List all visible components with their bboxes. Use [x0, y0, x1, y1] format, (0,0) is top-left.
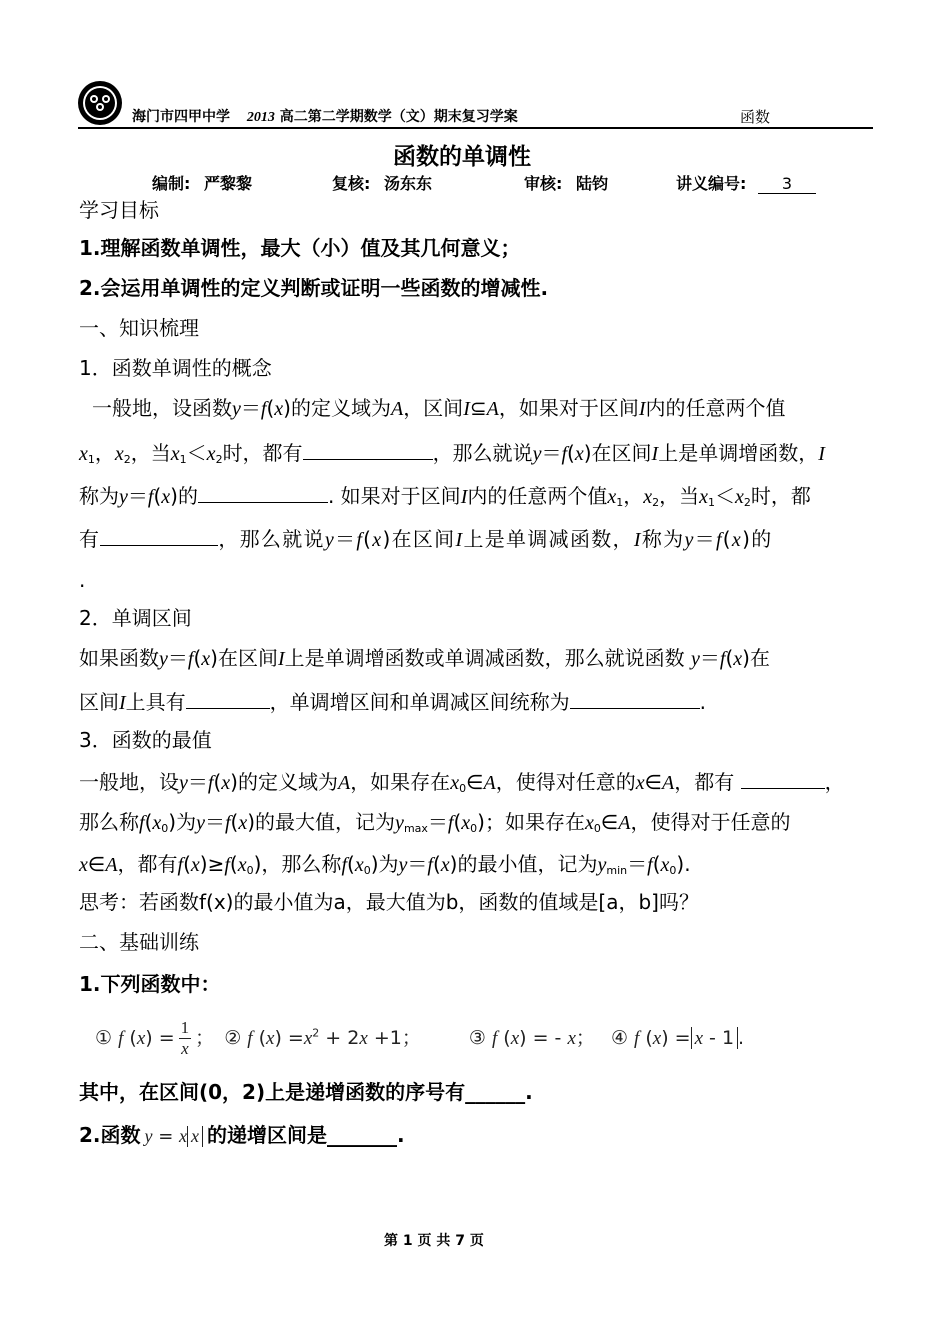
- goal-1: 1.理解函数单调性，最大（小）值及其几何意义；: [79, 236, 521, 260]
- subheading-extrema: 3．函数的最值: [79, 728, 212, 752]
- para-2-line-1: 如果函数y＝f(x)在区间I上是单调增函数或单调减函数，那么就说函数 y＝f(x)在: [79, 646, 770, 670]
- blank-increasing-interval[interactable]: [198, 480, 328, 503]
- para-1-line-1: 一般地，设函数y＝f(x)的定义域为A，区间I⊆A，如果对于区间I内的任意两个值: [92, 396, 786, 420]
- number-value: 3: [758, 174, 816, 194]
- approver: [524, 171, 608, 194]
- subheading-monotonic-interval: 2．单调区间: [79, 606, 192, 630]
- question-1-options: [95, 1011, 744, 1062]
- question-2-formula: y = x x: [145, 1126, 204, 1147]
- editor-name: 严黎黎: [203, 174, 252, 193]
- blank-increasing-condition[interactable]: [303, 437, 433, 460]
- school-logo: [77, 80, 123, 126]
- approver-label: 审核:: [524, 174, 563, 193]
- editor-label: 编制:: [152, 174, 191, 193]
- para-1-line-5: .: [79, 568, 86, 592]
- header-rule: [78, 127, 873, 129]
- blank-monotonic-interval[interactable]: [570, 686, 700, 709]
- goals-heading: 学习目标: [79, 198, 159, 222]
- section-heading-basic-training: 二、基础训练: [79, 930, 199, 954]
- option-2: ② f $(x) =x^2 + 2x +1$；: [224, 1027, 421, 1050]
- blank-decreasing-condition[interactable]: [100, 523, 218, 546]
- option-4: ④ f (x) = x - 1 .: [610, 1027, 745, 1050]
- think-question: 思考：若函数f(x)的最小值为a，最大值为b，函数的值域是[a，b]吗？: [79, 890, 699, 914]
- question-1-tail: 其中，在区间(0，2)上是递增函数的序号有______.: [79, 1080, 533, 1104]
- page-title: 函数的单调性: [393, 144, 531, 170]
- handout-number: [676, 171, 816, 194]
- para-2-line-2: 区间I上具有 ，单调增区间和单调减区间统称为 .: [79, 686, 706, 717]
- subheading-monotonic-concept: 1．函数单调性的概念: [79, 356, 272, 380]
- blank-max-condition[interactable]: [741, 766, 825, 789]
- goal-2: 2.会运用单调性的定义判断或证明一些函数的增减性.: [79, 276, 549, 300]
- para-3-line-2: 那么称$f(x_0)$为y＝f(x)的最大值，记为$y_{max}=f(x_0)$；如果存在$x_0\in A$，使得对于任意的: [79, 810, 791, 835]
- reviewer: [332, 171, 432, 194]
- school-year: 2013: [246, 110, 275, 125]
- para-3-line-3: x∈A，都有$f(x)\ge f(x_0)$，那么称$f(x_0)$为y＝f(x)的最小值，记为$y_{min}=f(x_0)$.: [79, 852, 691, 877]
- school-name: 海门市四甲中学: [132, 109, 230, 125]
- question-2-tail: 的递增区间是_______.: [207, 1123, 405, 1147]
- credits-row: [152, 171, 252, 194]
- blank-monotonicity[interactable]: [186, 686, 270, 709]
- para-3-line-1: 一般地，设y＝f(x)的定义域为A，如果存在$x_0\in A$，使得对任意的x∈A，都有 ，: [79, 766, 845, 803]
- section-heading-knowledge: 一、知识梳理: [79, 316, 199, 340]
- para-1-line-3: 称为y＝f(x)的 . 如果对于区间I内的任意两个值$x_1$，$x_2$，当$x_1<x_2$时，都: [79, 480, 811, 517]
- approver-name: 陆钧: [575, 174, 608, 193]
- option-3: ③ f (x) = - x；: [468, 1027, 595, 1050]
- question-1-label: 1.下列函数中：: [79, 972, 221, 996]
- para-1-line-4: 有 ，那么就说y＝f(x)在区间I上是单调减函数，I称为y＝f(x)的: [79, 523, 773, 554]
- header-line: [132, 106, 518, 126]
- question-2-label: 2.函数: [79, 1123, 141, 1147]
- number-label: 讲义编号:: [676, 174, 747, 193]
- fraction-1-over-x: $\frac{1}{x}$: [180, 1018, 190, 1059]
- course-name: 高二第二学期数学（文）期末复习学案: [279, 109, 518, 125]
- header-topic: 函数: [740, 108, 771, 126]
- question-2: [79, 1121, 405, 1151]
- page-footer: 第 1 页 共 7 页: [384, 1233, 484, 1249]
- reviewer-label: 复核:: [332, 174, 371, 193]
- reviewer-name: 汤东东: [383, 174, 432, 193]
- para-1-line-2: $x_1$，$x_2$，当$x_1<x_2$时，都有 ，那么就说y＝f(x)在区间I上是单调增函数，I: [79, 437, 825, 474]
- option-1: ① f (x) = $\frac{1}{x}$ ；: [95, 1018, 215, 1059]
